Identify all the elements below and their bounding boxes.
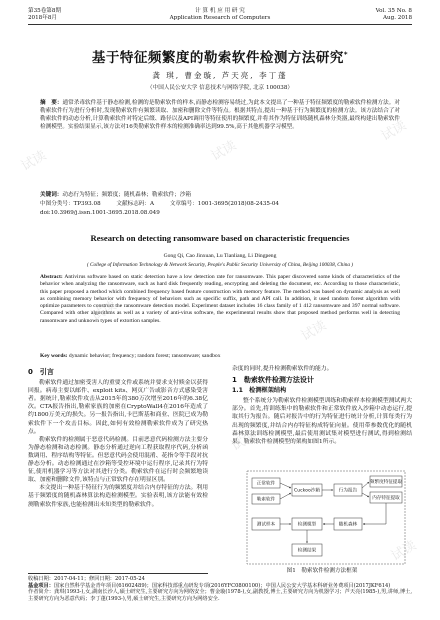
paper-title <box>20 46 420 66</box>
keywords-en-label: Key words: <box>40 353 68 359</box>
affiliation-en: ( College of Information Technology & Network Security, People's Public Security University of China, Beijing 100038, China ) <box>86 262 354 268</box>
abstract-cn <box>40 99 400 131</box>
footnote-fund-text: 国家自然科学基金青年项目(61602489)；国家科技部重点研发专项(2016YFC0800100)；中国人民公安大学基本科研业务费项目(2017JKF614) <box>53 582 391 589</box>
header-date-line: 2018年8月 <box>28 15 57 21</box>
header-volume-line: 第35卷第8期 <box>28 8 62 14</box>
watermark-6: 试读 <box>38 468 70 495</box>
running-header <box>28 8 412 30</box>
box-detection-result-label: 检测结果 <box>297 548 317 554</box>
method-paragraph-1: 整个系统分为勒索软件检测模型训练和勒索样本检测模型测试两大部分。首先,将训练集中的勒索软件和正常软件放入沙箱中动态运行,提取其行为报告。随后对报告中的行为特征进行统计分析,计算每类行为出现的频繁度,并结合内存特征构成特征向量。使用带参数优化的随机森林算法训练检测模型,最后使用测试集对模型进行测试,得到检测结果。勒索软件检测模型的架构如图1所示。 <box>232 398 412 445</box>
header-date-en-line: Aug. 2018 <box>382 15 412 21</box>
watermark-8: 试读 <box>388 538 420 565</box>
watermark-4: 试读 <box>88 298 120 325</box>
author-list: 龚 琪, 曹金璇, 芦天亮, 李丁蓬 <box>152 71 288 80</box>
continued-text: 杂度的同时,提升检测勒索软件的能力。 <box>232 366 333 372</box>
subsection-heading-framework: 1.1 检测框架结构 <box>232 387 287 395</box>
title-footnote-mark: * <box>343 50 349 59</box>
abstract-cn-text: 通常杀毒软件基于静态检测,检测的是勒索软件的样本,而静态检测容易绕过,为此本文提出了一种基于特征频繁度的勒索软件检测方法。对勒索软件行为进行分析时,发现勒索软件有频繁读取、加密和删除文件等特点。根据其特点,提出一种基于行为频繁度的检测方法。该方法结合了对勒索软件的动态分析,计算勒索软件对特定后缀、路径以及API调用等特征使用的频繁度,并将其作为特征训练随机森林分类器,最终构建出勒索软件检测模型。实验结果显示,该方法对16类勒索软件样本的检测准确率达到99.5%,高于其他机器学习模型。 <box>40 100 400 130</box>
footnote-fund-label: 基金项目： <box>28 582 54 589</box>
keywords-en-text: dynamic behavior; frequency; random forest; ransomware; sandbox <box>68 353 221 359</box>
section-heading-method: 1 勒索软件检测方法设计 <box>232 376 314 385</box>
arrow-normal-to-sandbox <box>280 483 291 488</box>
abstract-en-label: Abstract: <box>40 274 63 280</box>
header-journal <box>28 8 412 22</box>
box-test-samples-label: 测试样本 <box>256 522 276 528</box>
framework-diagram <box>246 470 406 565</box>
box-frequency-features-label: 频繁度特征提取 <box>369 480 403 485</box>
section-heading-intro: 0 引言 <box>28 368 54 376</box>
abstract-en-text: Antivirus software based on static detection have a low detection rate for ransomware. This paper discovered some kinds of characteristics of the behavior when analyzing the ransomware, such as hard disk frequently reading, encrypting and deleting the document, etc. According to those characteristic, this paper proposed a method which combined frequency based feature construction with memory feature. The method was based on dynamic analysis as well as combining memory behavior with frequency of behaviors such as specific suffix, path and API call. In addition, it used random forest algorithm with optimize parameters to construct the ransomware detection model. Experiment dataset includes 16 class family of 1 412 ransomware and 397 normal software. Compared with other algorithms as well as a variety of anti-virus software, the experimental results show that proposed method performs well in detecting ransomware and unknown types of extortion samples. <box>40 274 400 324</box>
intro-paragraph-3: 本文提出一种基于特征行为的频繁度并结合内存特征的方法。利用基于频繁度的随机森林算法构造检测模型。实验表明,该方法能有效检测勒索软件家族,也能检测出未知类型的勒索软件。 <box>28 485 208 508</box>
figure-caption: 图1 勒索软件检测方法框架 <box>286 568 358 574</box>
box-report-label: 行为报告 <box>338 488 358 494</box>
watermark-2: 试读 <box>208 138 240 165</box>
footnote-rule <box>28 573 208 574</box>
arrow-report-to-memory <box>362 493 369 497</box>
clc-number: 中图分类号：TP393.08 <box>40 201 101 207</box>
box-memory-features-label: 内存特征提取 <box>372 496 400 501</box>
figure-framework <box>246 470 406 565</box>
watermark-7: 试读 <box>228 428 260 455</box>
classification-line <box>40 200 400 208</box>
body-column-right <box>232 365 412 446</box>
keywords-cn-label: 关键词： <box>40 192 63 198</box>
box-detection-model-label: 检测模型 <box>297 522 317 528</box>
arrow-report-to-frequency <box>362 482 369 488</box>
box-random-forest-label: 随机森林 <box>338 522 358 528</box>
paper-title-text: 基于特征频繁度的勒索软件检测方法研究 <box>91 50 344 66</box>
doi-line: doi:10.3969/j.issn.1001-3695.2018.08.049 <box>40 210 160 216</box>
footnote-received: 收稿日期：2017-04-11；修回日期：2017-05-24 <box>28 576 145 582</box>
document-code: 文献标志码：A <box>116 201 155 207</box>
keywords-en <box>40 353 400 359</box>
box-normal-software-label: 正常软件 <box>256 481 276 487</box>
header-rule <box>28 24 412 25</box>
arrow-features-to-forest <box>363 503 386 524</box>
watermark-5: 试读 <box>298 318 330 345</box>
authors-en: Gong Qi, Cao Jinxuan, Lu Tianliang, Li Dingpeng <box>163 253 277 259</box>
arrow-ransom-to-sandbox <box>280 493 291 499</box>
article-number: 文章编号：1001-3695(2018)08-2435-04 <box>169 201 279 207</box>
footnote <box>28 576 412 602</box>
title-en: Research on detecting ransomware based on characteristic frequencies <box>90 233 350 243</box>
keywords-cn <box>40 191 400 199</box>
header-volume-en <box>376 8 412 22</box>
abstract-cn-label: 摘 要： <box>40 100 63 106</box>
box-sandbox-label: Cuckoo沙箱 <box>294 488 320 494</box>
intro-paragraph-1: 勒索软件通过加密受害人的重要文件或系统并要求支付赎金以获得回报。病毒主要以邮件、exploit kits、网页广告或影音方式感染受害者。据统计,勒索软件攻击从2015年的380万次增至2016年的6.38亿次。CTA报告指出,勒索家族的加密在CryptoWall4在2016年造成了约1800万美元的损失。另一报告指出,卡巴斯基和商业、医院已成为勒索软件下一个攻击目标。因此,如何有效检测勒索软件成为了研究热点。 <box>28 380 208 435</box>
box-ransomware-label: 勒索软件 <box>256 497 276 503</box>
watermark-1: 试读 <box>18 148 50 175</box>
header-volume-en-line: Vol. 35 No. 8 <box>375 8 412 14</box>
watermark-3: 试读 <box>378 118 410 145</box>
header-journal-cn: 计 算 机 应 用 研 究 <box>195 8 245 14</box>
affiliation: （中国人民公安大学 信息技术与网络学院, 北京 100038） <box>147 85 293 91</box>
footnote-bio: 作者简介：龚琪(1993-),女,湖南长沙人,硕士研究生,主要研究方向为网络安全；曹金璇(1978-),女,副教授,博士,主要研究方向为机器学习；芦天亮(1985-),男,讲师,博士,主要研究方向为恶意代码；李丁蓬(1993-),男,硕士研究生,主要研究方向为网络安全. <box>28 589 412 602</box>
intro-paragraph-2: 勒索软件的检测属于恶意代码检测。目前恶意代码检测方法主要分为静态检测和动态检测。静态分析通过逆向工程获取程序代码,分析函数调用、程序结构等特征。但恶意代码会使用混淆、花指令等手段对抗静态分析。动态检测通过在沙箱等受控环境中运行程序,记录其行为特征,使用机器学习等方法对其进行分类。勒索软件在运行时会频繁地读取、加密和删除文件,该特点与正常软件存在明显区别。 <box>28 436 208 484</box>
keywords-cn-text: 动态行为特征；频繁度；随机森林；勒索软件；沙箱 <box>62 192 192 198</box>
header-journal-en: Application Research of Computers <box>169 15 271 21</box>
